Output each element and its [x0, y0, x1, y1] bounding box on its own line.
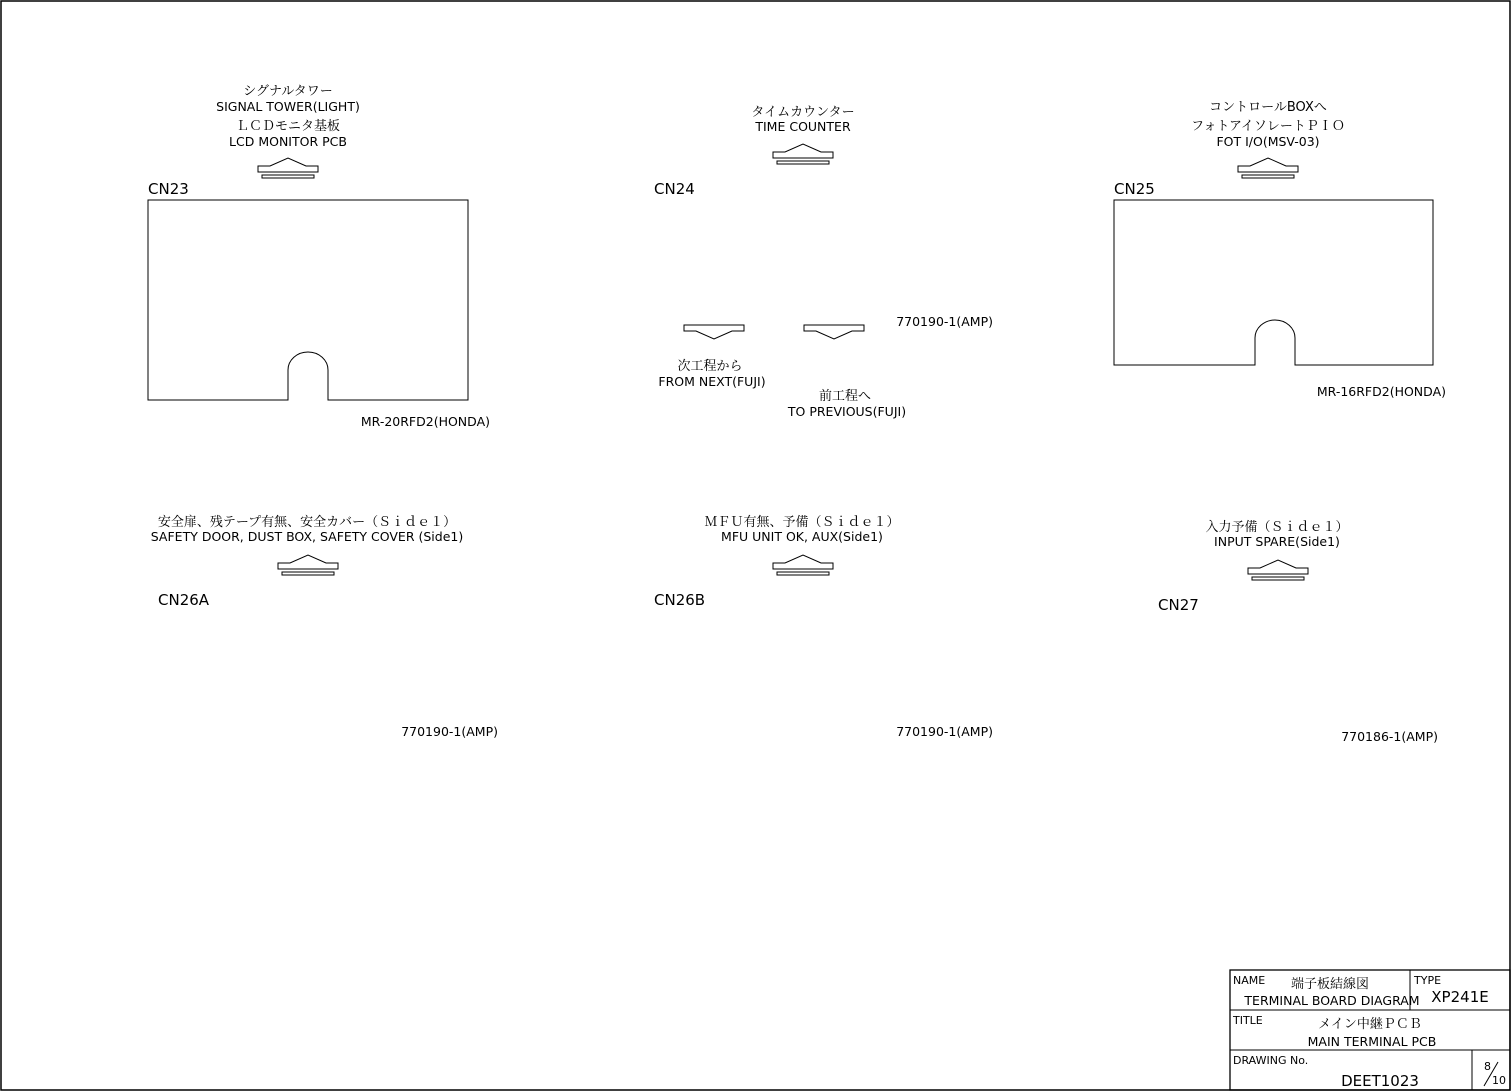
- cn24-arrow-base: [777, 161, 829, 164]
- title-block: [1230, 970, 1510, 1090]
- cn25-title2-jp: フォトアイソレートＰＩＯ: [1191, 119, 1345, 134]
- cn24-title-jp: タイムカウンター: [751, 105, 855, 120]
- name-label: NAME: [1233, 974, 1266, 987]
- cn23-name: CN23: [148, 180, 189, 198]
- cn26a-connector: [151, 514, 498, 739]
- cn23-title2-jp: ＬＣＤモニタ基板: [235, 119, 341, 134]
- cn23-up-arrow-icon: [258, 158, 318, 172]
- title-label: TITLE: [1233, 1014, 1263, 1027]
- cn23-arrow-base: [262, 175, 314, 178]
- cn26a-name: CN26A: [158, 591, 210, 609]
- type-label: TYPE: [1414, 974, 1442, 987]
- cn23-title-en: SIGNAL TOWER(LIGHT): [216, 99, 360, 114]
- cn24-name: CN24: [654, 180, 695, 198]
- cn24-connector: [654, 105, 993, 419]
- cn25-part: MR-16RFD2(HONDA): [1316, 384, 1446, 399]
- cn27-part: 770186-1(AMP): [1341, 729, 1438, 744]
- cn26b-title-jp: ＭＦＵ有無、予備（Ｓｉｄｅ１）: [704, 515, 900, 530]
- cn27-up-arrow-icon: [1248, 560, 1308, 574]
- cn26b-arrow-base: [777, 572, 829, 575]
- cn26a-arrow-base: [282, 572, 334, 575]
- cn27-connector: [1158, 519, 1438, 744]
- cn25-name: CN25: [1114, 180, 1155, 198]
- cn26b-connector: [654, 515, 993, 739]
- cn26b-title-en: MFU UNIT OK, AUX(Side1): [721, 529, 883, 544]
- cn26b-name: CN26B: [654, 591, 706, 609]
- cn27-title-en: INPUT SPARE(Side1): [1214, 534, 1340, 549]
- cn24-out1-jp: 次工程から: [677, 359, 743, 374]
- cn24-out2-jp: 前工程へ: [818, 389, 872, 404]
- cn25-title-jp: コントロールBOXへ: [1209, 100, 1327, 115]
- cn25-connector: [1114, 100, 1446, 399]
- drawing-label: DRAWING No.: [1233, 1054, 1309, 1067]
- cn25-arrow-base: [1242, 175, 1294, 178]
- cn26a-part: 770190-1(AMP): [401, 724, 498, 739]
- cn26b-up-arrow-icon: [773, 555, 833, 569]
- type-value: XP241E: [1431, 988, 1489, 1006]
- cn23-part: MR-20RFD2(HONDA): [360, 414, 490, 429]
- cn27-arrow-base: [1252, 577, 1304, 580]
- sheet-number: 8: [1484, 1060, 1491, 1073]
- cn24-up-arrow-icon: [773, 144, 833, 158]
- sheet-total: 10: [1492, 1074, 1506, 1087]
- name-jp: 端子板結線図: [1290, 977, 1370, 992]
- cn27-title-jp: 入力予備（Ｓｉｄｅ１）: [1205, 520, 1349, 535]
- cn24-title-en: TIME COUNTER: [755, 119, 851, 134]
- cn26a-up-arrow-icon: [278, 555, 338, 569]
- cn26a-title-en: SAFETY DOOR, DUST BOX, SAFETY COVER (Side1): [150, 529, 464, 544]
- cn25-housing: [1114, 200, 1433, 365]
- cn24-out1-en: FROM NEXT(FUJI): [658, 374, 766, 389]
- cn23-connector: [148, 84, 490, 429]
- title-jp: メイン中継ＰＣＢ: [1318, 1017, 1422, 1032]
- cn26a-title-jp: 安全扉、残テープ有無、安全カバー（Ｓｉｄｅ１）: [157, 515, 457, 530]
- name-en: TERMINAL BOARD DIAGRAM: [1244, 993, 1420, 1008]
- cn24-part: 770190-1(AMP): [896, 314, 993, 329]
- cn26b-part: 770190-1(AMP): [896, 724, 993, 739]
- cn23-title-jp: シグナルタワー: [243, 84, 333, 99]
- cn25-up-arrow-icon: [1238, 158, 1298, 172]
- cn24-down-arrow-right-icon: [804, 325, 864, 339]
- drawing-value: DEET1023: [1341, 1072, 1419, 1090]
- cn24-down-arrow-left-icon: [684, 325, 744, 339]
- cn24-out2-en: TO PREVIOUS(FUJI): [787, 404, 907, 419]
- cn23-title2-en: LCD MONITOR PCB: [229, 134, 347, 149]
- cn27-name: CN27: [1158, 596, 1199, 614]
- title-en: MAIN TERMINAL PCB: [1307, 1034, 1437, 1049]
- cn23-housing: [148, 200, 468, 400]
- cn25-title-en: FOT I/O(MSV-03): [1216, 134, 1320, 149]
